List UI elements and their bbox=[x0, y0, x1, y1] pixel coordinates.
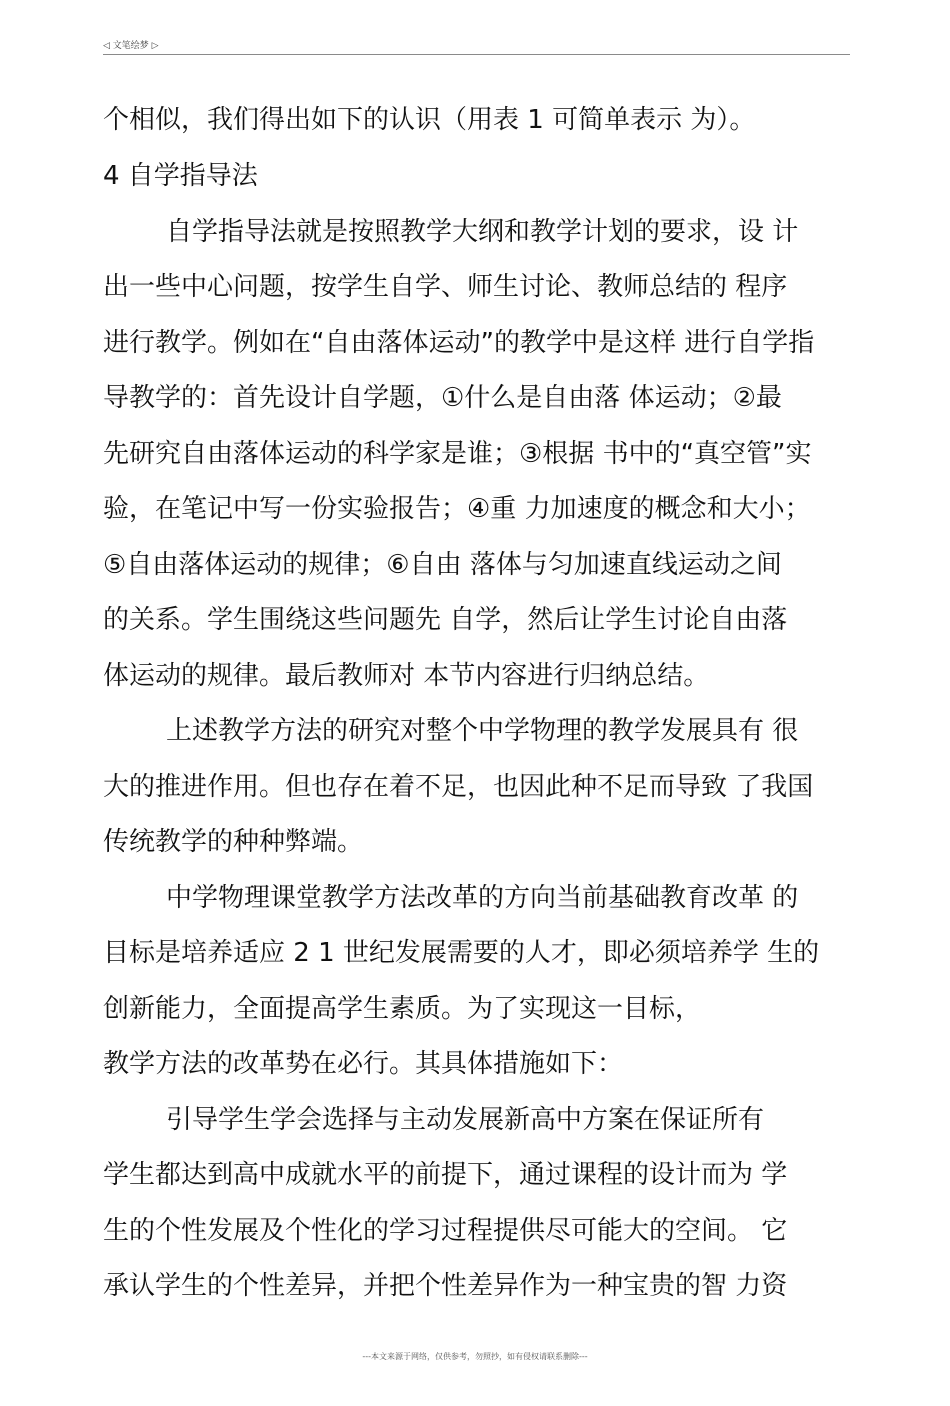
text-line: 中学物理课堂教学方法改革的方向当前基础教育改革 的 bbox=[166, 883, 799, 913]
text-line: 个相似，我们得出如下的认识（用表 1 可简单表示 为）。 bbox=[103, 105, 756, 135]
text-line: 自学指导法就是按照教学大纲和教学计划的要求，设 计 bbox=[166, 217, 799, 247]
page-footer: ---本文来源于网络，仅供参考，勿照抄，如有侵权请联系删除--- bbox=[362, 1352, 588, 1361]
text-line: ⑤自由落体运动的规律；⑥自由 落体与匀加速直线运动之间 bbox=[103, 550, 782, 580]
text-line: 学生都达到高中成就水平的前提下，通过课程的设计而为 学 bbox=[103, 1160, 788, 1190]
text-line: 大的推进作用。但也存在着不足，也因此种不足而导致 了我国 bbox=[103, 772, 814, 802]
header-mark: ◁ 文笔绘梦 ▷ bbox=[103, 41, 159, 51]
text-line: 先研究自由落体运动的科学家是谁；③根据 书中的“真空管”实 bbox=[103, 439, 812, 469]
text-line: 引导学生学会选择与主动发展新高中方案在保证所有 bbox=[166, 1105, 765, 1135]
text-line: 上述教学方法的研究对整个中学物理的教学发展具有 很 bbox=[166, 716, 799, 746]
text-line: 目标是培养适应 2 1 世纪发展需要的人才，即必须培养学 生的 bbox=[103, 938, 820, 968]
text-line: 的关系。学生围绕这些问题先 自学，然后让学生讨论自由落 bbox=[103, 605, 788, 635]
text-line: 进行教学。例如在“自由落体运动”的教学中是这样 进行自学指 bbox=[103, 328, 815, 358]
text-line: 出一些中心问题，按学生自学、师生讨论、教师总结的 程序 bbox=[103, 272, 788, 302]
section-heading: 4 自学指导法 bbox=[103, 161, 258, 191]
text-line: 体运动的规律。最后教师对 本节内容进行归纳总结。 bbox=[103, 661, 710, 691]
text-line: 验，在笔记中写一份实验报告；④重 力加速度的概念和大小； bbox=[103, 494, 811, 524]
text-line: 教学方法的改革势在必行。其具体措施如下： bbox=[103, 1049, 624, 1079]
text-line: 创新能力，全面提高学生素质。为了实现这一目标， bbox=[103, 994, 702, 1024]
text-line: 传统教学的种种弊端。 bbox=[103, 827, 364, 857]
text-line: 承认学生的个性差异，并把个性差异作为一种宝贵的智 力资 bbox=[103, 1271, 788, 1301]
page-header bbox=[103, 40, 850, 55]
text-line: 导教学的：首先设计自学题，①什么是自由落 体运动；②最 bbox=[103, 383, 782, 413]
text-line: 生的个性发展及个性化的学习过程提供尽可能大的空间。 它 bbox=[103, 1216, 788, 1246]
